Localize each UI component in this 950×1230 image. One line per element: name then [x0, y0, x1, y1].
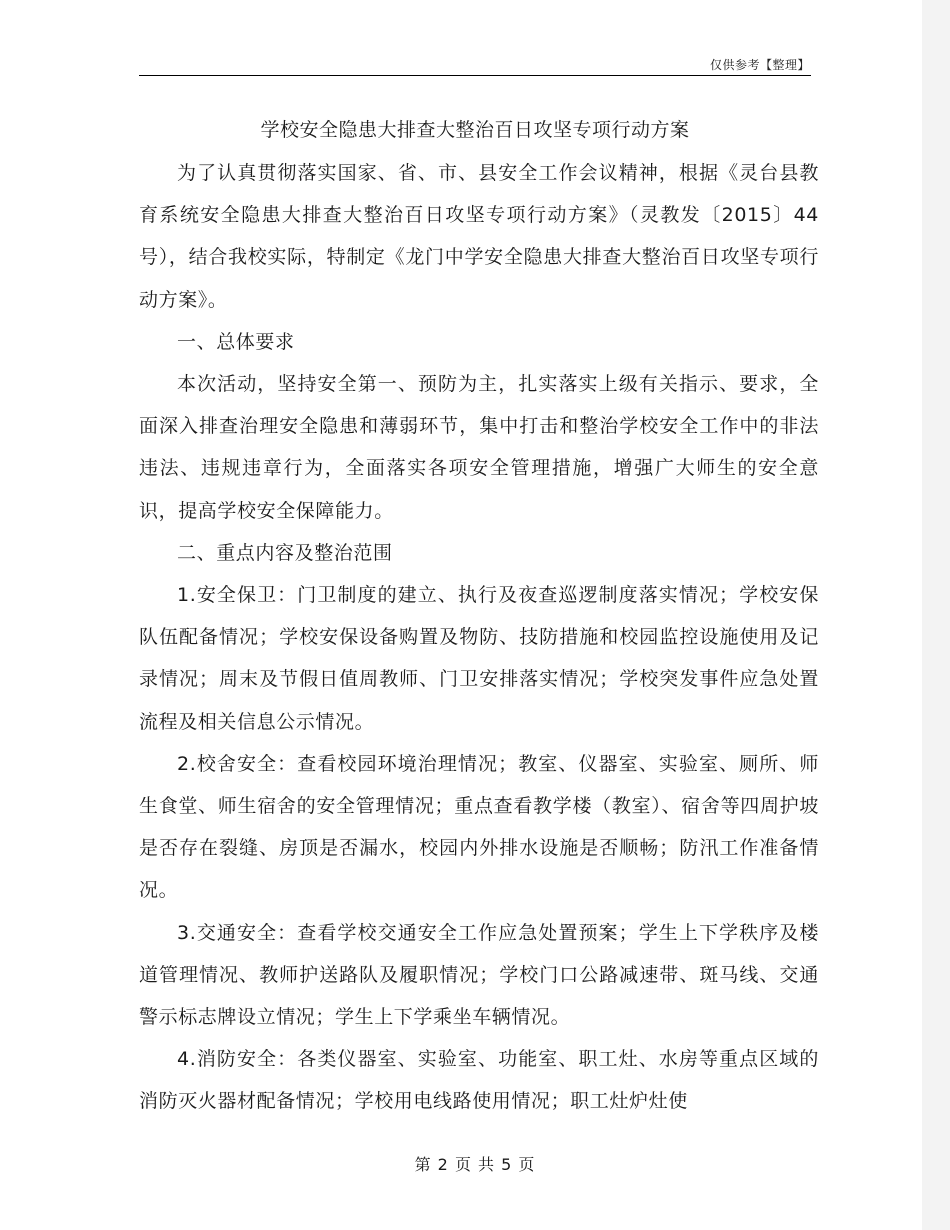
document-title: 学校安全隐患大排查大整治百日攻坚专项行动方案 — [260, 119, 690, 141]
paragraph-traffic-safety: 3.交通安全：查看学校交通安全工作应急处置预案；学生上下学秩序及楼道管理情况、教师护送路队及履职情况；学校门口公路减速带、斑马线、交通警示标志牌设立情况；学生上下学乘坐车辆情况。 — [139, 921, 819, 1029]
paragraph-general-requirements: 本次活动，坚持安全第一、预防为主，扎实落实上级有关指示、要求，全面深入排查治理安全隐患和薄弱环节，集中打击和整治学校安全工作中的非法违法、违规违章行为，全面落实各项安全管理措施，增强广大师生的安全意识，提高学校安全保障能力。 — [139, 373, 819, 522]
paragraph-fire-safety: 4.消防安全：各类仪器室、实验室、功能室、职工灶、水房等重点区域的消防灭火器材配备情况；学校用电线路使用情况；职工灶炉灶使 — [139, 1048, 819, 1113]
paragraph-building-safety: 2.校舍安全：查看校园环境治理情况；教室、仪器室、实验室、厕所、师生食堂、师生宿舍的安全管理情况；重点查看教学楼（教室）、宿舍等四周护坡是否存在裂缝、房顶是否漏水，校园内外排水设施是否顺畅；防汛工作准备情况。 — [139, 752, 819, 902]
paragraph-intro: 为了认真贯彻落实国家、省、市、县安全工作会议精神，根据《灵台县教育系统安全隐患大排查大整治百日攻坚专项行动方案》（灵教发〔2015〕44号），结合我校实际，特制定《龙门中学安全隐患大排查大整治百日攻坚专项行动方案》。 — [139, 162, 819, 311]
header-note: 仅供参考【整理】 — [709, 58, 810, 72]
page-number: 第 2 页 共 5 页 — [414, 1155, 536, 1174]
section-heading-general: 一、总体要求 — [177, 330, 295, 353]
viewer-gutter — [922, 0, 950, 1230]
document-body — [139, 152, 819, 1123]
paragraph-security: 1.安全保卫：门卫制度的建立、执行及夜查巡逻制度落实情况；学校安保队伍配备情况；学校安保设备购置及物防、技防措施和校园监控设施使用及记录情况；周末及节假日值周教师、门卫安排落实情况；学校突发事件应急处置流程及相关信息公示情况。 — [139, 584, 819, 733]
header-rule — [139, 75, 811, 76]
section-heading-key-content: 二、重点内容及整治范围 — [177, 541, 393, 564]
